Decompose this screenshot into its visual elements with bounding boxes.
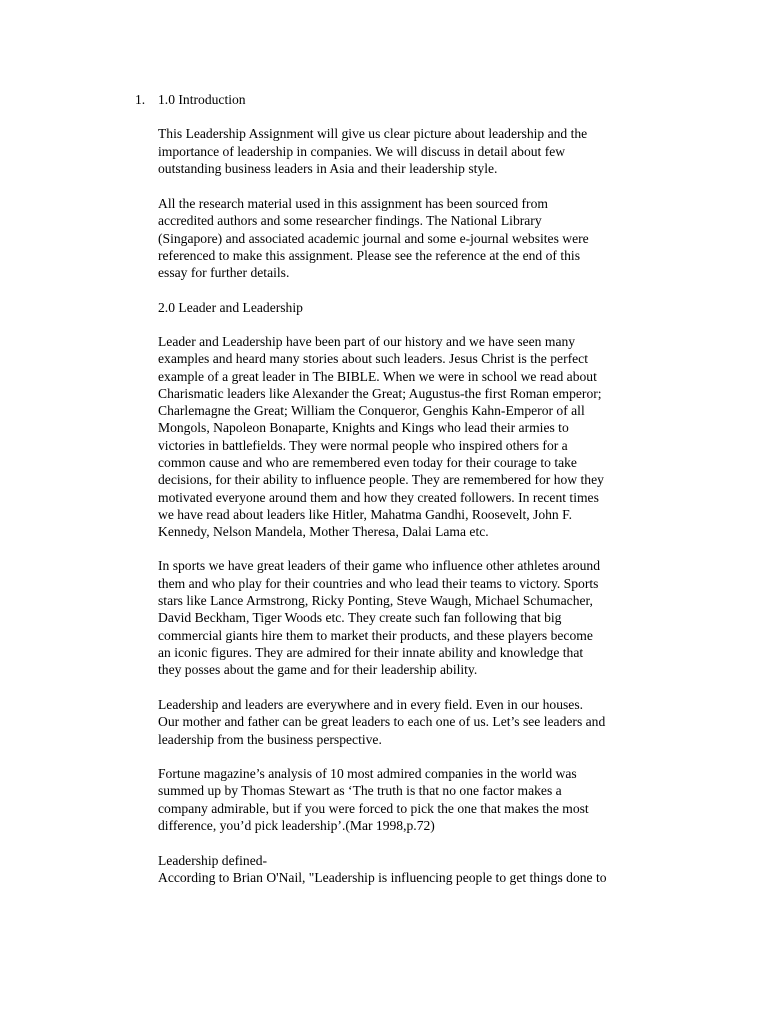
text-line: an iconic figures. They are admired for their innate ability and knowledge that [158,645,584,660]
text-line: examples and heard many stories about such leaders. Jesus Christ is the perfect [158,351,588,366]
text-line: All the research material used in this assignment has been sourced from [158,196,548,211]
text-line: example of a great leader in The BIBLE. When we were in school we read about [158,369,597,384]
text-line: (Singapore) and associated academic journal and some e-journal websites were [158,231,589,246]
text-line: them and who play for their countries and who lead their teams to victory. Sports [158,576,599,591]
text-line: Leader and Leadership have been part of our history and we have seen many [158,334,576,349]
text-line: According to Brian O'Nail, "Leadership is influencing people to get things done to [158,870,607,885]
text-line: Charlemagne the Great; William the Conqueror, Genghis Kahn-Emperor of all [158,403,585,418]
list-number: 1. [135,92,146,107]
subheading-leadership-defined: Leadership defined- [158,853,268,868]
section-heading-leader-and-leadership: 2.0 Leader and Leadership [158,300,303,315]
text-line: summed up by Thomas Stewart as ‘The truth is that no one factor makes a [158,783,562,798]
text-line: Kennedy, Nelson Mandela, Mother Theresa, Dalai Lama etc. [158,524,489,539]
text-line: we have read about leaders like Hitler, Mahatma Gandhi, Roosevelt, John F. [158,507,572,522]
text-line: importance of leadership in companies. We will discuss in detail about few [158,144,566,159]
text-line: referenced to make this assignment. Please see the reference at the end of this [158,248,580,263]
text-line: they posses about the game and for their leadership ability. [158,662,478,677]
text-line: This Leadership Assignment will give us clear picture about leadership and the [158,126,588,141]
text-line: essay for further details. [158,265,290,280]
text-line: company admirable, but if you were forced to pick the one that makes the most [158,801,589,816]
text-line: Leadership and leaders are everywhere and in every field. Even in our houses. [158,697,584,712]
text-line: commercial giants hire them to market their products, and these players become [158,628,593,643]
text-line: difference, you’d pick leadership’.(Mar 1998,p.72) [158,818,435,833]
text-line: David Beckham, Tiger Woods etc. They create such fan following that big [158,610,562,625]
text-line: Mongols, Napoleon Bonaparte, Knights and Kings who lead their armies to [158,420,569,435]
text-line: common cause and who are remembered even today for their courage to take [158,455,577,470]
text-line: accredited authors and some researcher findings. The National Library [158,213,542,228]
text-line: decisions, for their ability to influence people. They are remembered for how they [158,472,604,487]
section-heading-introduction: 1.0 Introduction [158,92,246,107]
text-line: In sports we have great leaders of their game who influence other athletes around [158,558,601,573]
text-line: outstanding business leaders in Asia and their leadership style. [158,161,498,176]
text-line: victories in battlefields. They were normal people who inspired others for a [158,438,568,453]
text-line: stars like Lance Armstrong, Ricky Ponting, Steve Waugh, Michael Schumacher, [158,593,593,608]
text-line: Charismatic leaders like Alexander the Great; Augustus-the first Roman emperor; [158,386,602,401]
text-line: Our mother and father can be great leaders to each one of us. Let’s see leaders and [158,714,606,729]
text-line: motivated everyone around them and how they created followers. In recent times [158,490,599,505]
text-line: leadership from the business perspective. [158,732,382,747]
text-line: Fortune magazine’s analysis of 10 most admired companies in the world was [158,766,577,781]
